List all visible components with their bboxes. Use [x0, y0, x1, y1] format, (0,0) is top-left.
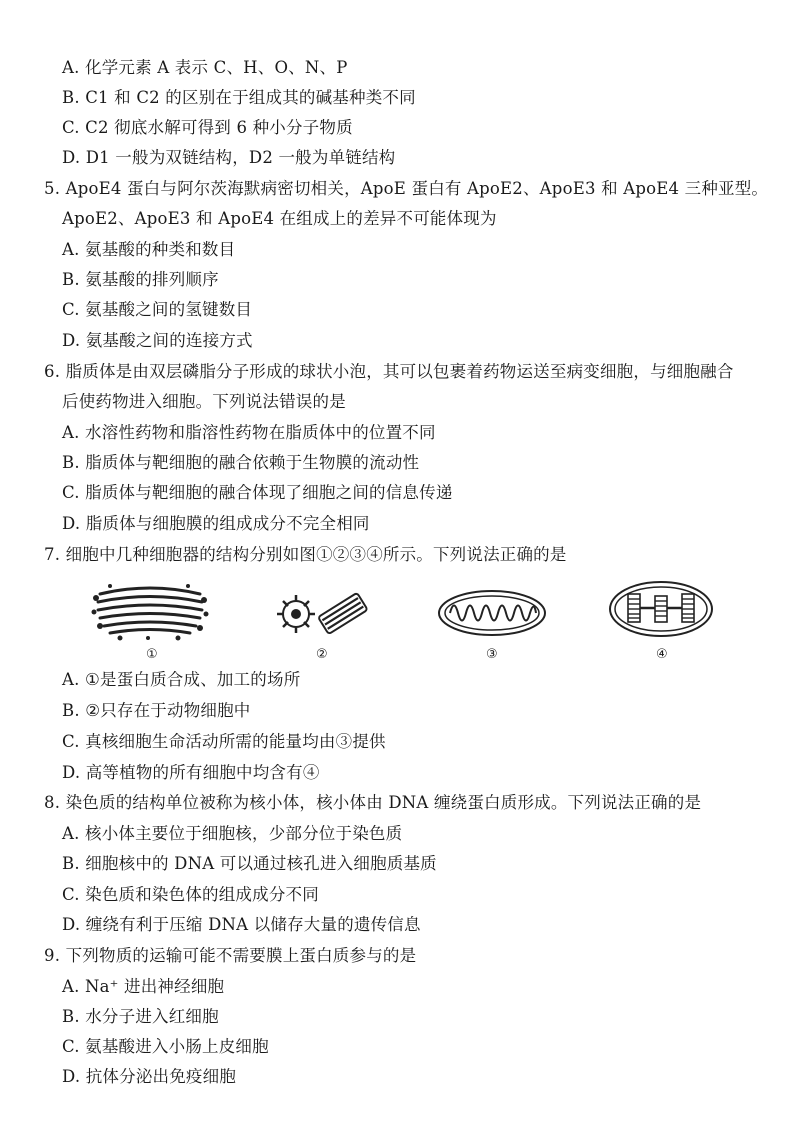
- q8-option-b: B. 细胞核中的 DNA 可以通过核孔进入细胞质基质: [62, 854, 437, 873]
- q4-option-d: D. D1 一般为双链结构，D2 一般为单链结构: [62, 148, 396, 167]
- q9-option-a: A. Na⁺ 进出神经细胞: [62, 977, 225, 996]
- centrosome-figure: [272, 584, 372, 644]
- figure-label-2: ②: [316, 647, 328, 662]
- figure-label-1: ①: [146, 647, 158, 662]
- organelle-figures: [90, 578, 730, 668]
- q4-option-a: A. 化学元素 A 表示 C、H、O、N、P: [62, 58, 348, 77]
- q7-option-a: A. ①是蛋白质合成、加工的场所: [62, 670, 301, 689]
- q6-option-a: A. 水溶性药物和脂溶性药物在脂质体中的位置不同: [62, 423, 436, 442]
- chloroplast-figure: [608, 580, 714, 638]
- q7-stem: 7. 细胞中几种细胞器的结构分别如图①②③④所示。下列说法正确的是: [44, 545, 567, 564]
- q5-option-a: A. 氨基酸的种类和数目: [62, 240, 236, 259]
- q8-option-d: D. 缠绕有利于压缩 DNA 以储存大量的遗传信息: [62, 915, 421, 934]
- q8-option-c: C. 染色质和染色体的组成成分不同: [62, 885, 319, 904]
- q6-option-c: C. 脂质体与靶细胞的融合体现了细胞之间的信息传递: [62, 483, 453, 502]
- q9-option-b: B. 水分子进入红细胞: [62, 1007, 219, 1026]
- q7-option-b: B. ②只存在于动物细胞中: [62, 701, 251, 720]
- q6-stem-line1: 6. 脂质体是由双层磷脂分子形成的球状小泡，其可以包裹着药物运送至病变细胞，与细胞融合: [44, 362, 734, 381]
- golgi-apparatus-figure: [90, 578, 210, 642]
- q6-option-b: B. 脂质体与靶细胞的融合依赖于生物膜的流动性: [62, 453, 420, 472]
- q8-option-a: A. 核小体主要位于细胞核，少部分位于染色质: [62, 824, 403, 843]
- q6-stem-line2: 后使药物进入细胞。下列说法错误的是: [62, 392, 346, 411]
- q5-option-d: D. 氨基酸之间的连接方式: [62, 331, 253, 350]
- q7-option-d: D. 高等植物的所有细胞中均含有④: [62, 763, 320, 782]
- q4-option-c: C. C2 彻底水解可得到 6 种小分子物质: [62, 118, 353, 137]
- figure-label-4: ④: [656, 647, 668, 662]
- q4-option-b: B. C1 和 C2 的区别在于组成其的碱基种类不同: [62, 88, 416, 107]
- q5-option-b: B. 氨基酸的排列顺序: [62, 270, 219, 289]
- q8-stem: 8. 染色质的结构单位被称为核小体，核小体由 DNA 缠绕蛋白质形成。下列说法正确的是: [44, 793, 702, 812]
- q5-option-c: C. 氨基酸之间的氢键数目: [62, 300, 253, 319]
- q5-stem-line2: ApoE2、ApoE3 和 ApoE4 在组成上的差异不可能体现为: [62, 209, 497, 228]
- q6-option-d: D. 脂质体与细胞膜的组成成分不完全相同: [62, 514, 370, 533]
- figure-label-3: ③: [486, 647, 498, 662]
- q9-stem: 9. 下列物质的运输可能不需要膜上蛋白质参与的是: [44, 946, 417, 965]
- mitochondrion-figure: [436, 588, 548, 638]
- q9-option-d: D. 抗体分泌出免疫细胞: [62, 1067, 237, 1086]
- q5-stem-line1: 5. ApoE4 蛋白与阿尔茨海默病密切相关，ApoE 蛋白有 ApoE2、ApoE3 和 ApoE4 三种亚型。: [44, 179, 769, 198]
- q9-option-c: C. 氨基酸进入小肠上皮细胞: [62, 1037, 269, 1056]
- q7-option-c: C. 真核细胞生命活动所需的能量均由③提供: [62, 732, 386, 751]
